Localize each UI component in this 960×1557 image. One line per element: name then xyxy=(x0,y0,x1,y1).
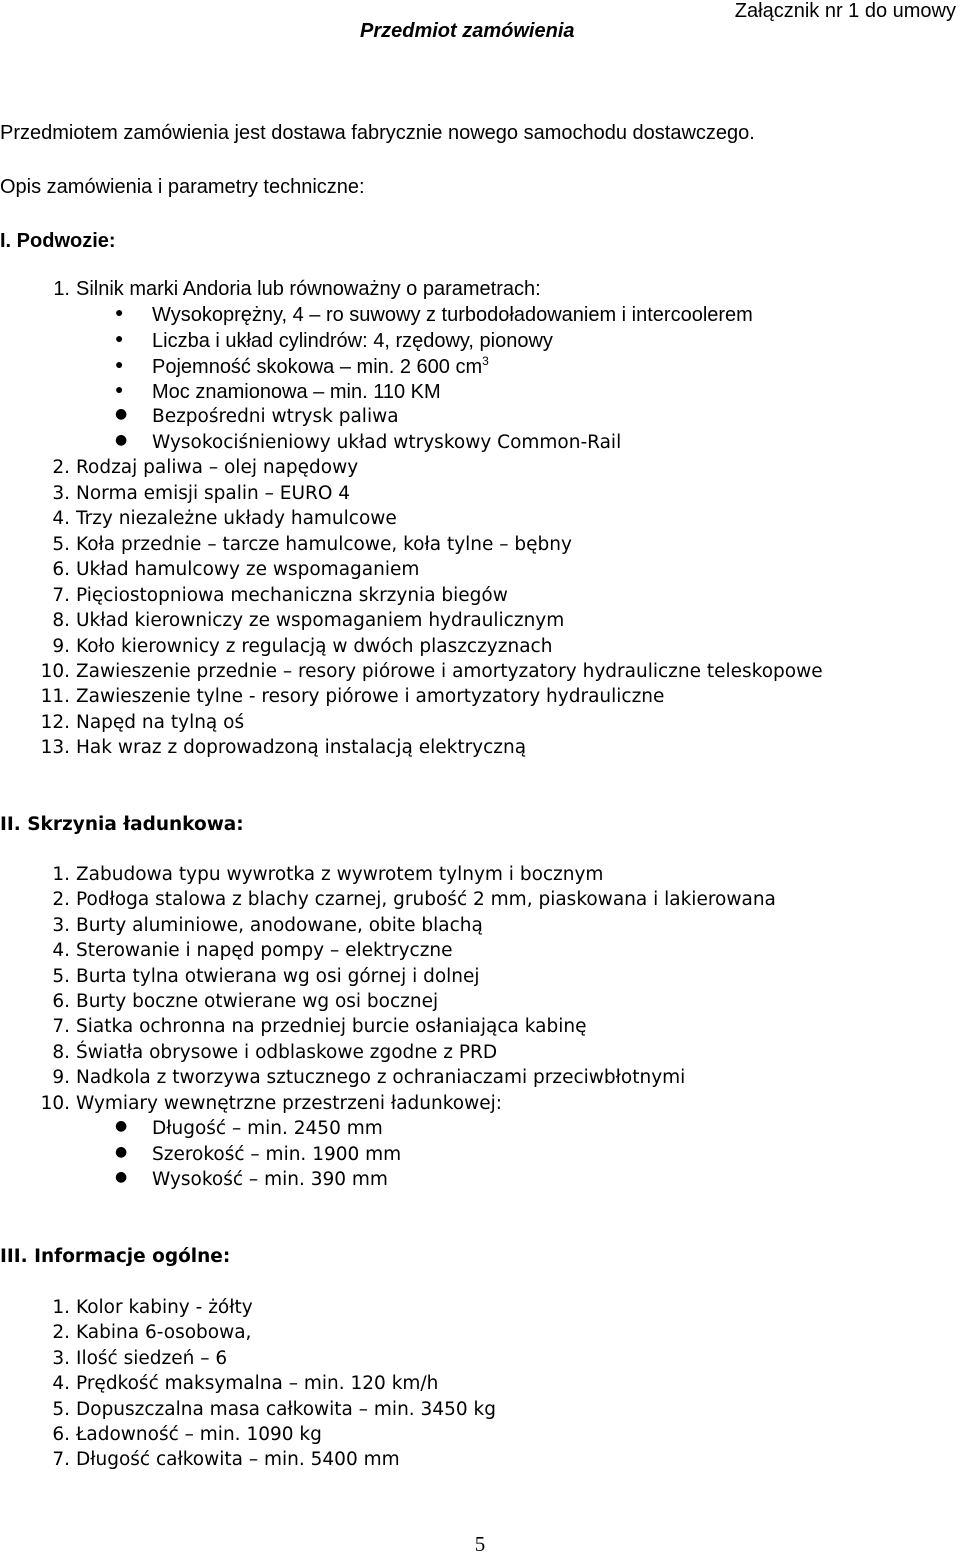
item-text: Zawieszenie tylne - resory piórowe i amortyzatory hydrauliczne xyxy=(76,686,665,707)
item-text: Prędkość maksymalna – min. 120 km/h xyxy=(76,1373,439,1394)
list-item xyxy=(0,1093,960,1117)
list-item xyxy=(0,636,960,660)
bullet-icon: ● xyxy=(115,432,128,448)
item-text: Rodzaj paliwa – olej napędowy xyxy=(76,457,359,478)
item-number: 7. xyxy=(52,585,70,606)
bullet-item xyxy=(0,1144,960,1168)
section-heading-general: III. Informacje ogólne: xyxy=(0,1246,231,1267)
item-text: Sterowanie i napęd pompy – elektryczne xyxy=(76,940,453,961)
item-text: Siatka ochronna na przedniej burcie osłaniająca kabinę xyxy=(76,1016,587,1037)
bullet-icon: ● xyxy=(115,381,124,397)
list-item xyxy=(0,483,960,507)
list-item xyxy=(0,1373,960,1397)
item-text: Ilość siedzeń – 6 xyxy=(76,1348,228,1369)
item-number: 4. xyxy=(52,1373,70,1394)
item-text: Nadkola z tworzywa sztucznego z ochraniaczami przeciwbłotnymi xyxy=(76,1067,686,1088)
bullet-icon: ● xyxy=(115,1169,128,1185)
item-number: 10. xyxy=(40,661,70,682)
item-number: 3. xyxy=(52,915,70,936)
item-text: Ładowność – min. 1090 kg xyxy=(76,1424,322,1445)
list-item xyxy=(0,278,960,302)
list-item xyxy=(0,1042,960,1066)
page-title: Przedmiot zamówienia xyxy=(360,20,575,42)
bullet-icon: ● xyxy=(115,356,124,372)
list-item xyxy=(0,559,960,583)
item-number: 1. xyxy=(52,864,70,885)
superscript: 3 xyxy=(482,354,489,368)
item-number: 10. xyxy=(40,1093,70,1114)
item-number: 5. xyxy=(52,1399,70,1420)
item-text: Napęd na tylną oś xyxy=(76,712,245,733)
item-number: 1. xyxy=(52,1297,70,1318)
item-text: Koła przednie – tarcze hamulcowe, koła tylne – bębny xyxy=(76,534,572,555)
page-number: 5 xyxy=(474,1532,486,1556)
list-item xyxy=(0,1067,960,1091)
list-item xyxy=(0,712,960,736)
list-item xyxy=(0,1297,960,1321)
item-text: Zawieszenie przednie – resory piórowe i amortyzatory hydrauliczne teleskopowe xyxy=(76,661,823,682)
list-item xyxy=(0,457,960,481)
item-number: 9. xyxy=(52,636,70,657)
item-text: Zabudowa typu wywrotka z wywrotem tylnym i bocznym xyxy=(76,864,604,885)
item-number: 1. xyxy=(53,278,70,300)
item-number: 5. xyxy=(52,534,70,555)
bullet-item xyxy=(0,406,960,430)
list-item xyxy=(0,508,960,532)
item-number: 3. xyxy=(52,483,70,504)
bullet-icon: ● xyxy=(115,406,128,422)
bullet-text: Wysokość – min. 390 mm xyxy=(152,1169,388,1190)
item-text: Kolor kabiny - żółty xyxy=(76,1297,253,1318)
list-item xyxy=(0,737,960,761)
item-number: 8. xyxy=(52,1042,70,1063)
item-number: 6. xyxy=(52,991,70,1012)
item-number: 7. xyxy=(52,1016,70,1037)
bullet-text: Pojemność skokowa – min. 2 600 cm xyxy=(152,356,483,378)
bullet-icon: ● xyxy=(115,1144,128,1160)
item-text: Burta tylna otwierana wg osi górnej i dolnej xyxy=(76,966,480,987)
list-item xyxy=(0,661,960,685)
item-number: 6. xyxy=(52,1424,70,1445)
list-item xyxy=(0,889,960,913)
item-number: 12. xyxy=(40,712,70,733)
list-item xyxy=(0,991,960,1015)
item-text: Koło kierownicy z regulacją w dwóch plaszczyznach xyxy=(76,636,553,657)
item-number: 13. xyxy=(40,737,70,758)
list-item xyxy=(0,610,960,634)
list-item xyxy=(0,1399,960,1423)
item-text: Dopuszczalna masa całkowita – min. 3450 kg xyxy=(76,1399,496,1420)
item-text: Burty aluminiowe, anodowane, obite blachą xyxy=(76,915,483,936)
list-item xyxy=(0,1449,960,1473)
intro-text: Przedmiotem zamówienia jest dostawa fabrycznie nowego samochodu dostawczego. xyxy=(0,122,755,144)
bullet-icon: ● xyxy=(115,330,124,346)
item-text: Silnik marki Andoria lub równoważny o parametrach: xyxy=(76,278,541,300)
bullet-text: Długość – min. 2450 mm xyxy=(152,1118,383,1139)
item-text: Wymiary wewnętrzne przestrzeni ładunkowej: xyxy=(76,1093,502,1114)
item-number: 8. xyxy=(52,610,70,631)
bullet-item xyxy=(0,381,960,405)
item-number: 4. xyxy=(52,508,70,529)
section-heading-chassis: I. Podwozie: xyxy=(0,230,116,252)
item-number: 6. xyxy=(52,559,70,580)
item-text: Kabina 6-osobowa, xyxy=(76,1322,252,1343)
item-number: 2. xyxy=(52,457,70,478)
item-number: 5. xyxy=(52,966,70,987)
bullet-icon: ● xyxy=(115,304,124,320)
bullet-text: Bezpośredni wtrysk paliwa xyxy=(152,406,399,427)
item-text: Norma emisji spalin – EURO 4 xyxy=(76,483,351,504)
bullet-item xyxy=(0,330,960,354)
list-item xyxy=(0,534,960,558)
list-item xyxy=(0,585,960,609)
bullet-text: Szerokość – min. 1900 mm xyxy=(152,1144,402,1165)
section-heading-cargo: II. Skrzynia ładunkowa: xyxy=(0,814,244,835)
list-item xyxy=(0,1348,960,1372)
item-number: 9. xyxy=(52,1067,70,1088)
bullet-text: Moc znamionowa – min. 110 KM xyxy=(152,381,441,403)
item-number: 11. xyxy=(40,686,70,707)
bullet-text: Wysokociśnieniowy układ wtryskowy Common-Rail xyxy=(152,432,622,453)
list-item xyxy=(0,1424,960,1448)
bullet-item xyxy=(0,1169,960,1193)
item-number: 4. xyxy=(52,940,70,961)
item-number: 2. xyxy=(52,889,70,910)
bullet-item xyxy=(0,432,960,456)
item-text: Hak wraz z doprowadzoną instalacją elektryczną xyxy=(76,737,527,758)
item-text: Układ kierowniczy ze wspomaganiem hydraulicznym xyxy=(76,610,565,631)
bullet-text: Liczba i układ cylindrów: 4, rzędowy, pionowy xyxy=(152,330,553,352)
item-text: Długość całkowita – min. 5400 mm xyxy=(76,1449,400,1470)
list-item xyxy=(0,1322,960,1346)
annex-label: Załącznik nr 1 do umowy xyxy=(734,0,956,22)
item-number: 7. xyxy=(52,1449,70,1470)
bullet-item xyxy=(0,356,960,380)
item-number: 3. xyxy=(52,1348,70,1369)
bullet-icon: ● xyxy=(115,1118,128,1134)
item-number: 2. xyxy=(52,1322,70,1343)
item-text: Trzy niezależne układy hamulcowe xyxy=(76,508,397,529)
intro-subtitle: Opis zamówienia i parametry techniczne: xyxy=(0,176,365,198)
item-text: Pięciostopniowa mechaniczna skrzynia biegów xyxy=(76,585,508,606)
bullet-text: Wysokoprężny, 4 – ro suwowy z turbodoładowaniem i intercoolerem xyxy=(152,304,753,326)
item-text: Burty boczne otwierane wg osi bocznej xyxy=(76,991,439,1012)
list-item xyxy=(0,1016,960,1040)
list-item xyxy=(0,915,960,939)
item-text: Podłoga stalowa z blachy czarnej, grubość 2 mm, piaskowana i lakierowana xyxy=(76,889,776,910)
item-text: Światła obrysowe i odblaskowe zgodne z PRD xyxy=(76,1042,498,1063)
item-text: Układ hamulcowy ze wspomaganiem xyxy=(76,559,420,580)
bullet-item xyxy=(0,1118,960,1142)
bullet-item xyxy=(0,304,960,328)
list-item xyxy=(0,686,960,710)
list-item xyxy=(0,864,960,888)
list-item xyxy=(0,940,960,964)
list-item xyxy=(0,966,960,990)
